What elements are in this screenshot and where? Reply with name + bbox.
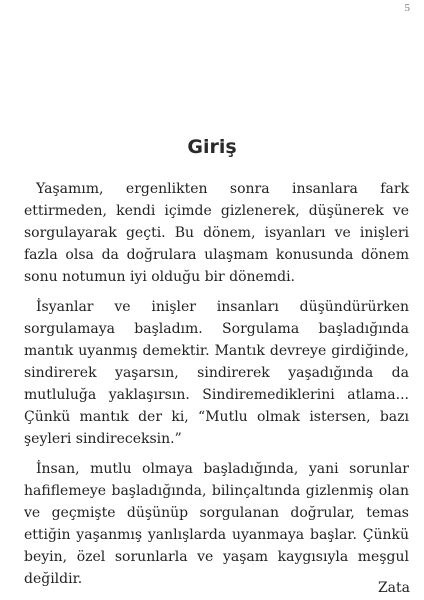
page-number: 5	[404, 2, 410, 14]
body-text	[24, 178, 409, 590]
paragraph-2: İsyanlar ve inişler insanları düşündürürken sorgulamaya başladım. Sorgulama başladığında mantık uyanmış demektir. Mantık devreye girdiğinde, sindirerek yaşarsın, sindirerek yaşadığında da mutluluğa yaklaşırsın. Sindiremediklerini atlama... Çünkü mantık der ki, “Mutlu olmak istersen, bazı şeyleri sindireceksin.”	[24, 299, 409, 447]
paragraph-1: Yaşamım, ergenlikten sonra insanlara fark ettirmeden, kendi içimde gizlenerek, düşünerek ve sorgulayarak geçti. Bu dönem, isyanları ve inişleri fazla olsa da doğrulara ulaşmam konusunda dönem sonu notumun iyi olduğu bir dönemdi.	[24, 181, 409, 285]
author-signature: Zata	[377, 580, 410, 596]
chapter-title: Giriş	[187, 136, 237, 158]
paragraph-3: İnsan, mutlu olmaya başladığında, yani sorunlar hafiflemeye başladığında, bilinçaltında gizlenmiş olan ve geçmişte düşünüp sorgulanan doğrular, temas ettiğin yaşanmış yanlışlarda uyanmaya başlar. Çünkü beyin, özel sorunlarla ve yaşam kaygısıyla meşgul değildir.	[24, 461, 409, 587]
